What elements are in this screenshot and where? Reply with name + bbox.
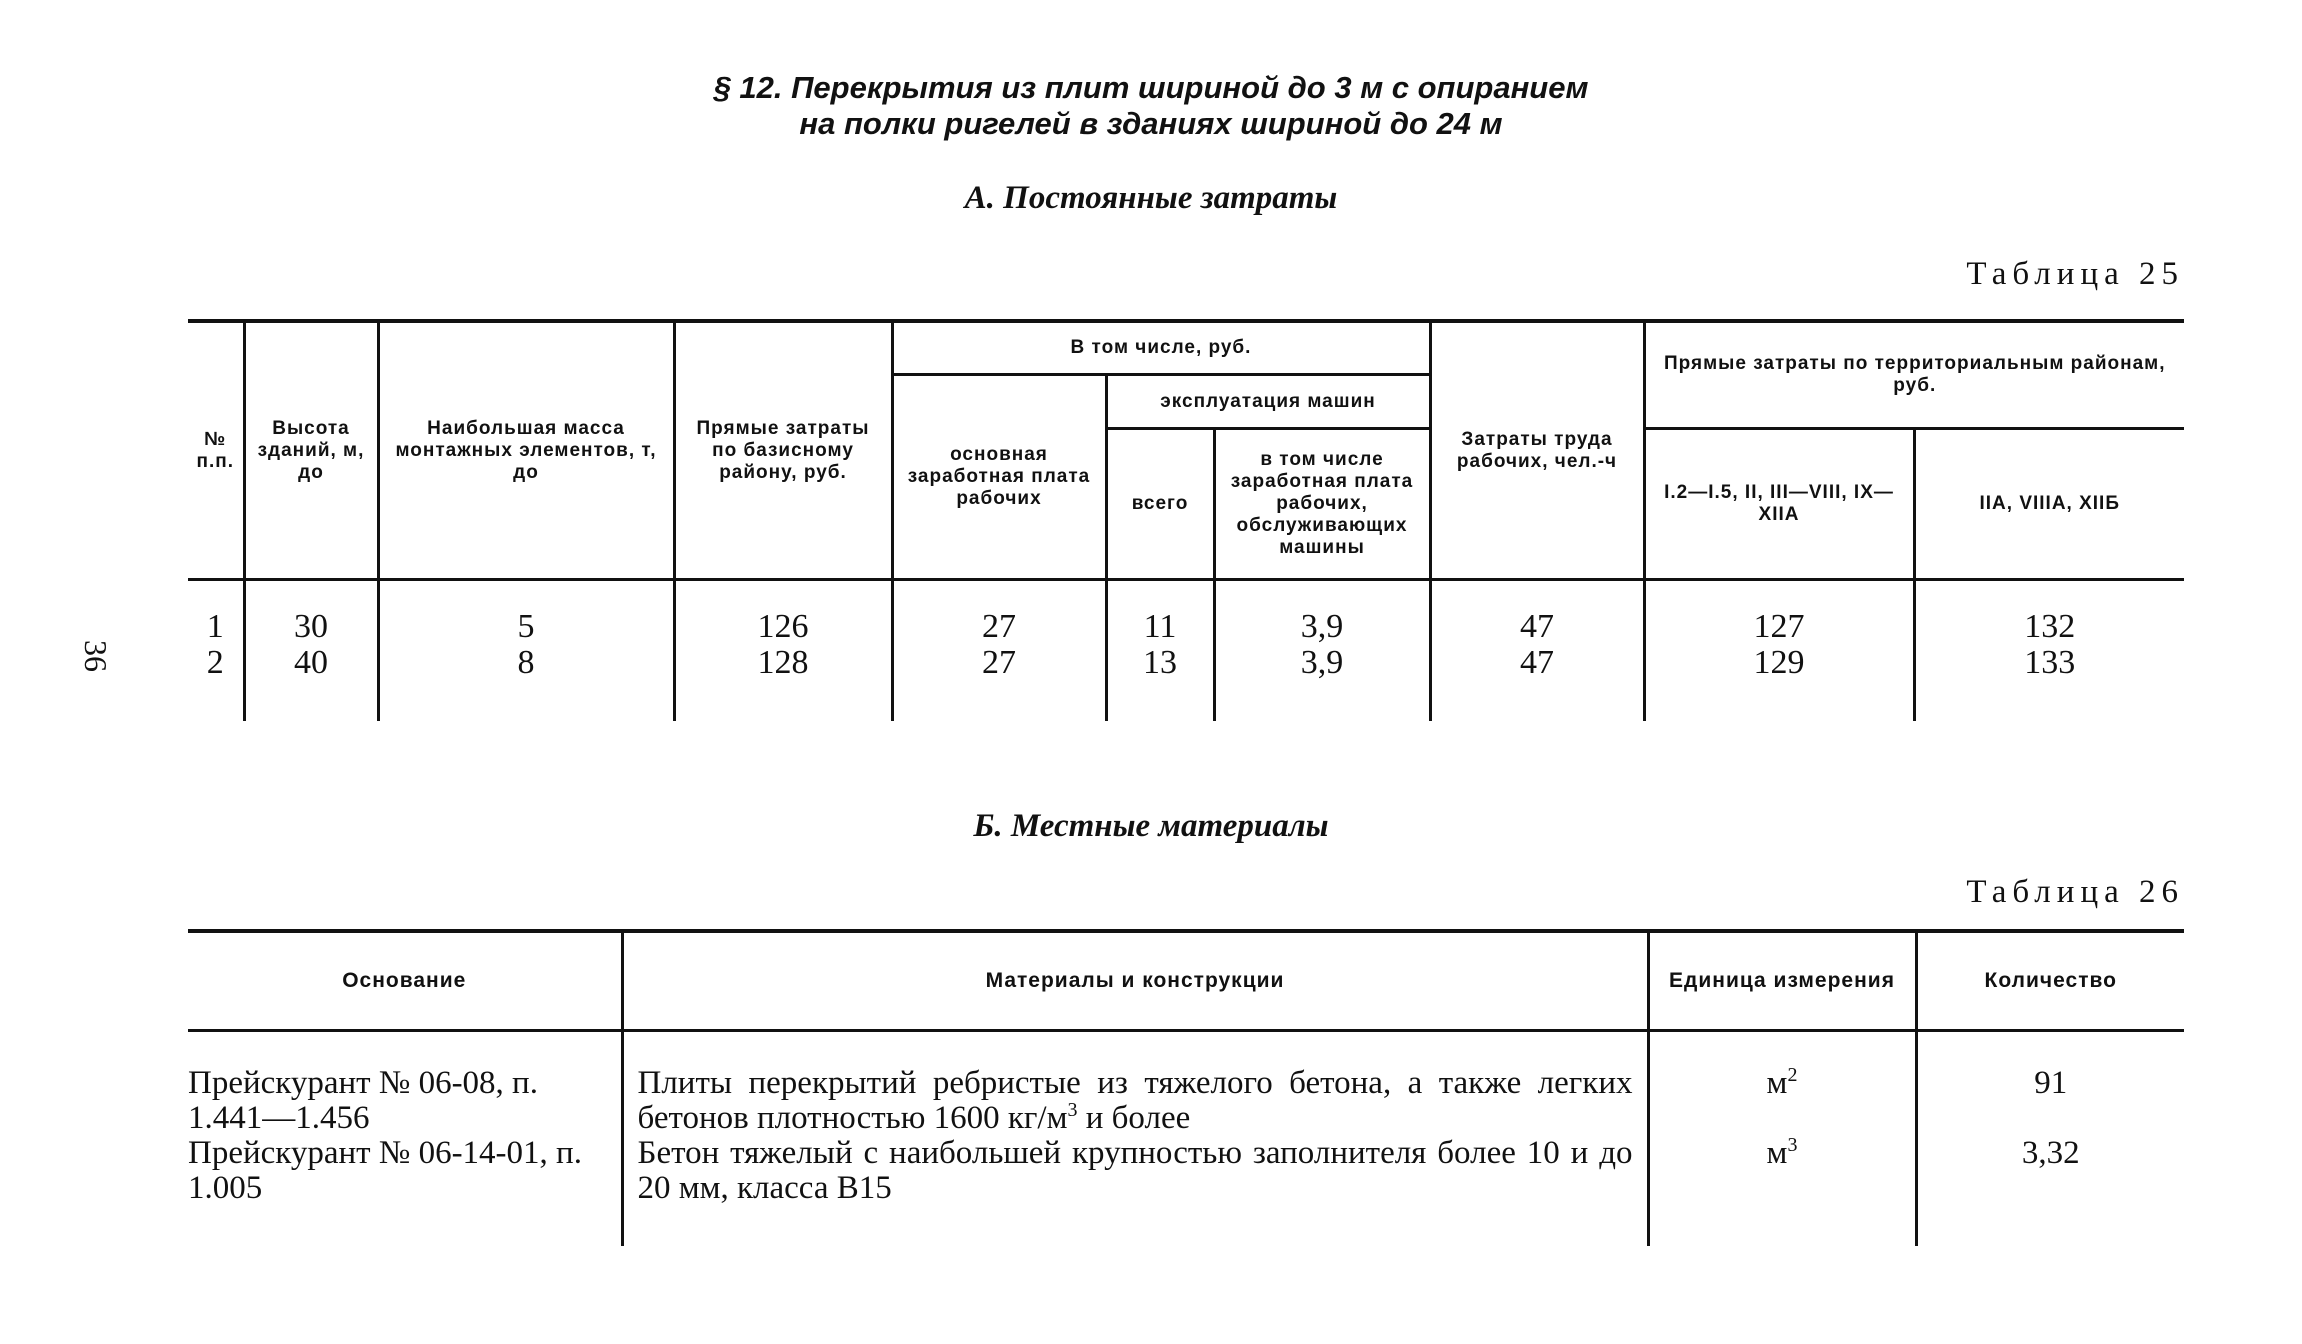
cell-main-wage: 27 — [892, 580, 1106, 646]
unit-superscript: 3 — [1787, 1134, 1798, 1156]
table-row — [188, 1031, 2184, 1137]
cell-basis: Прейскурант № 06-14-01, п. 1.005 — [188, 1136, 622, 1246]
cell-main-wage: 27 — [892, 645, 1106, 721]
cell-direct-base: 128 — [674, 645, 892, 721]
table-row — [188, 1136, 2184, 1246]
header-num: № п.п. — [188, 321, 244, 580]
cell-height: 30 — [244, 580, 378, 646]
header-labor: Затраты труда рабочих, чел.-ч — [1430, 321, 1644, 580]
materials-text: Плиты перекрытий ребристые из тяжелого бетона, а также легких бетонов плотностью 1600 кг/м — [637, 1065, 1633, 1136]
section-a-title: А. Постоянные затраты — [964, 180, 1338, 216]
header-main-wage: основная заработная плата рабочих — [892, 375, 1106, 580]
materials-text: Бетон тяжелый с наибольшей крупностью заполнителя более 10 и до 20 мм, класса В15 — [637, 1135, 1633, 1206]
cell-region1: 127 — [1644, 580, 1914, 646]
header-quantity: Количество — [1916, 931, 2184, 1031]
unit-superscript: 2 — [1787, 1064, 1798, 1086]
table-row — [188, 580, 2184, 646]
cell-materials — [622, 1136, 1648, 1246]
materials-superscript: 3 — [1067, 1099, 1078, 1121]
header-machine-total: всего — [1106, 429, 1214, 580]
materials-tail: и более — [1077, 1100, 1191, 1136]
cell-direct-base: 126 — [674, 580, 892, 646]
cell-region2: 132 — [1914, 580, 2184, 646]
section-heading-line2: на полки ригелей в зданиях шириной до 24 м — [799, 106, 1503, 141]
header-incl-group: В том числе, руб. — [892, 321, 1430, 375]
cell-region2: 133 — [1914, 645, 2184, 721]
cell-basis: Прейскурант № 06-08, п. 1.441—1.456 — [188, 1031, 622, 1137]
cell-mass: 8 — [378, 645, 674, 721]
cell-labor: 47 — [1430, 645, 1644, 721]
header-region1: I.2—I.5, II, III—VIII, IX—XIIA — [1644, 429, 1914, 580]
header-direct-base: Прямые затраты по базисному району, руб. — [674, 321, 892, 580]
cell-materials — [622, 1031, 1648, 1137]
unit-text: м — [1766, 1065, 1788, 1101]
cell-region1: 129 — [1644, 645, 1914, 721]
cell-unit — [1648, 1136, 1916, 1246]
header-mass: Наибольшая масса монтажных элементов, т, до — [378, 321, 674, 580]
header-unit: Единица измерения — [1648, 931, 1916, 1031]
header-machine-group: эксплуатация машин — [1106, 375, 1430, 429]
table-row — [188, 645, 2184, 721]
cell-num: 2 — [188, 645, 244, 721]
header-height: Высота зданий, м, до — [244, 321, 378, 580]
cell-machine-total: 11 — [1106, 580, 1214, 646]
cell-height: 40 — [244, 645, 378, 721]
table-26 — [188, 929, 2184, 1246]
header-basis: Основание — [188, 931, 622, 1031]
header-region2: IIA, VIIIA, XIIБ — [1914, 429, 2184, 580]
cell-machine-wage: 3,9 — [1214, 580, 1430, 646]
section-heading-line1: § 12. Перекрытия из плит шириной до 3 м с опиранием — [713, 70, 1589, 105]
cell-labor: 47 — [1430, 580, 1644, 646]
cell-num: 1 — [188, 580, 244, 646]
section-b-title: Б. Местные материалы — [973, 808, 1329, 844]
header-materials: Материалы и конструкции — [622, 931, 1648, 1031]
table-26-caption: Таблица 26 — [1966, 874, 2184, 910]
cell-quantity: 3,32 — [1916, 1136, 2184, 1246]
header-machine-wage: в том числе заработная плата рабочих, обслуживающих машины — [1214, 429, 1430, 580]
header-regional-group: Прямые затраты по территориальным районам, руб. — [1644, 321, 2184, 429]
cell-machine-total: 13 — [1106, 645, 1214, 721]
unit-text: м — [1766, 1135, 1788, 1171]
table-25-caption: Таблица 25 — [1966, 256, 2184, 292]
cell-unit — [1648, 1031, 1916, 1137]
cell-machine-wage: 3,9 — [1214, 645, 1430, 721]
table-25 — [188, 319, 2184, 721]
cell-quantity: 91 — [1916, 1031, 2184, 1137]
cell-mass: 5 — [378, 580, 674, 646]
page-number: 36 — [78, 640, 114, 672]
